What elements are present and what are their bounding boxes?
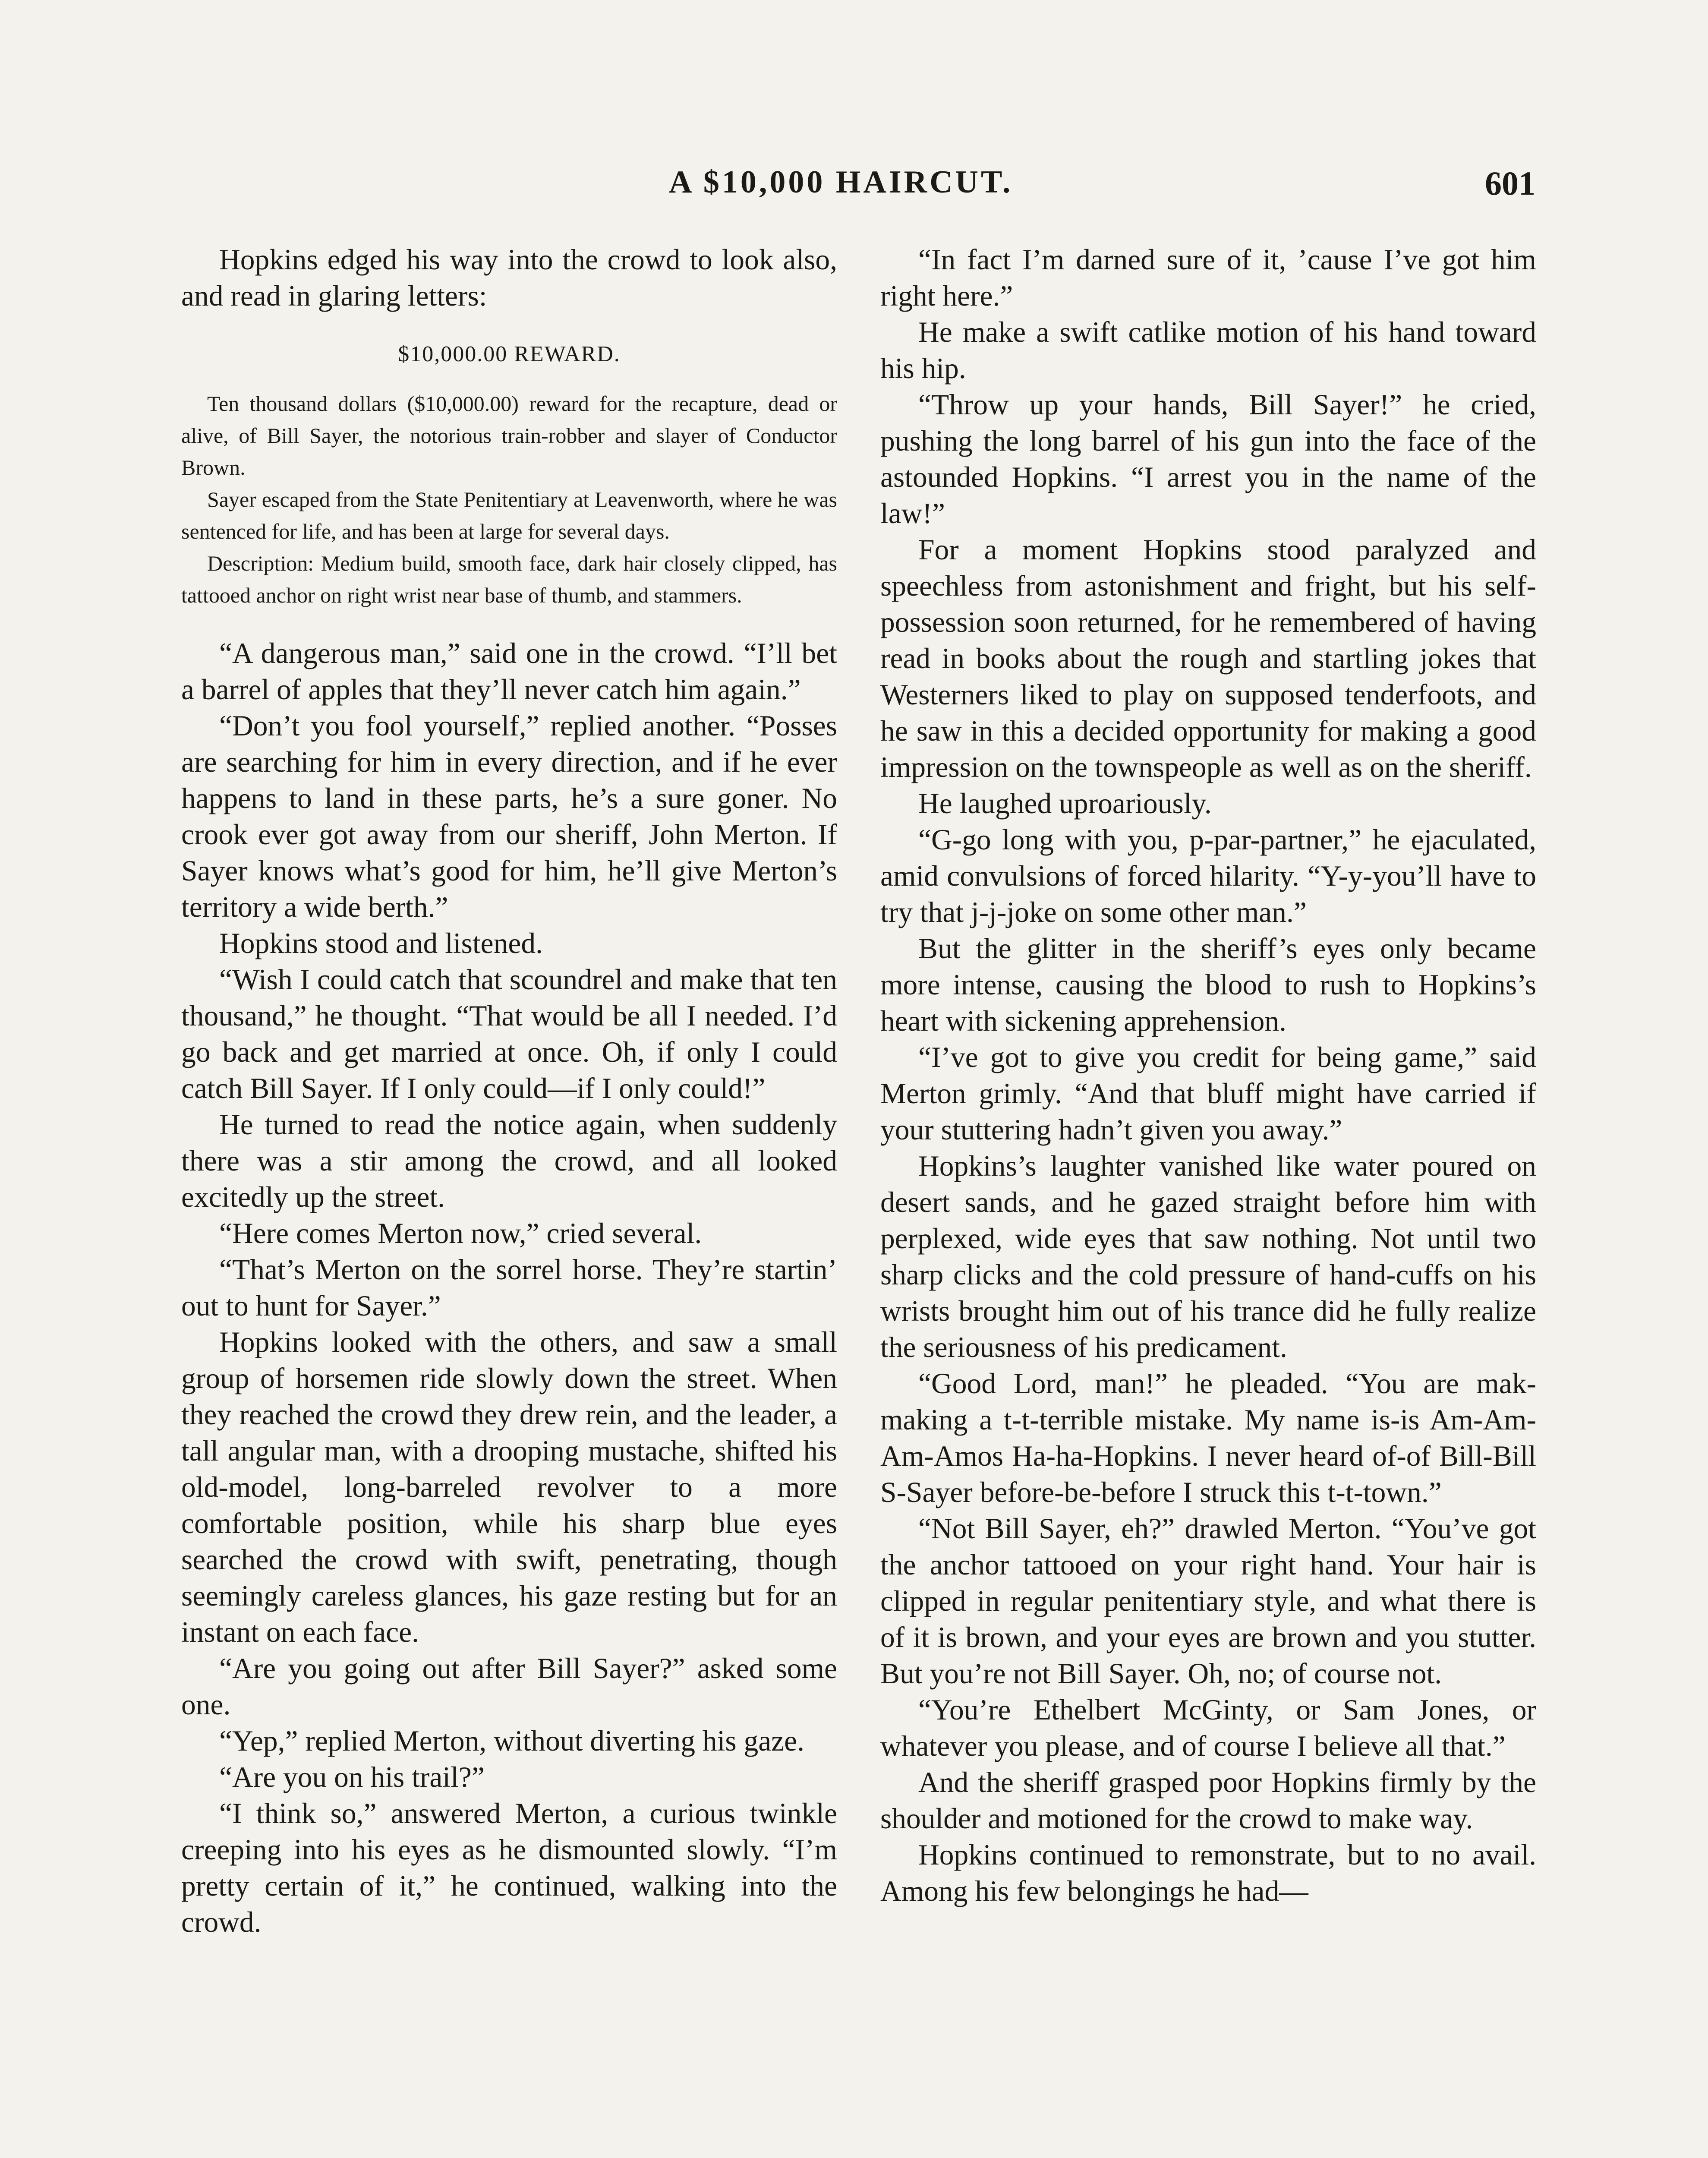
story-paragraph: “Good Lord, man!” he pleaded. “You are mak-making a t-t-terrible mistake. My name is-is Am-Am-Am-Amos Ha-ha-Hopkins. I never heard of-of Bill-Bill S-Sayer before-be-before I struck this t-t-town.” xyxy=(880,1367,1536,1508)
story-paragraph: “I’ve got to give you credit for being game,” said Merton grimly. “And that bluff might have carried if your stuttering hadn’t given you away.” xyxy=(880,1041,1536,1146)
story-paragraph: For a moment Hopkins stood paralyzed and speechless from astonishment and fright, but his self-possession soon returned, for he remembered of having read in books about the rough and startling jokes that Westerners liked to play on supposed tenderfoots, and he saw in this a decided opportunity for making a good impression on the townspeople as well as on the sheriff. xyxy=(880,533,1536,783)
story-paragraph: But the glitter in the sheriff’s eyes only became more intense, causing the blood to rush to Hopkins’s heart with sickening apprehension. xyxy=(880,932,1536,1037)
story-paragraph: “I think so,” answered Merton, a curious twinkle creeping into his eyes as he dismounted slowly. “I’m pretty certain of it,” he continued, walking into the crowd. xyxy=(181,1797,837,1938)
story-paragraph: “A dangerous man,” said one in the crowd. “I’ll bet a barrel of apples that they’ll never catch him again.” xyxy=(181,637,837,706)
story-paragraph: He turned to read the notice again, when suddenly there was a stir among the crowd, and all looked excitedly up the street. xyxy=(181,1108,837,1213)
story-paragraph: “You’re Ethelbert McGinty, or Sam Jones, or whatever you please, and of course I believe all that.” xyxy=(880,1694,1536,1762)
story-paragraph: “Are you on his trail?” xyxy=(219,1761,485,1793)
left-column xyxy=(181,242,837,1940)
story-paragraph: “G-go long with you, p-par-partner,” he ejaculated, amid convulsions of forced hilarity. “Y-y-you’ll have to try that j-j-joke on some other man.” xyxy=(880,823,1536,928)
story-paragraph: “Not Bill Sayer, eh?” drawled Merton. “You’ve got the anchor tattooed on your right hand. Your hair is clipped in regular penitentiary style, and what there is of it is brown, and your eyes are brown and you stutter. But you’re not Bill Sayer. Oh, no; of course not. xyxy=(880,1512,1536,1690)
reward-notice-paragraph: Ten thousand dollars ($10,000.00) reward for the recapture, dead or alive, of Bill Sayer, the notorious train-robber and slayer of Conductor Brown. xyxy=(181,391,837,480)
story-paragraph: “Are you going out after Bill Sayer?” asked some one. xyxy=(181,1652,837,1721)
reward-notice-paragraph: Description: Medium build, smooth face, dark hair closely clipped, has tattooed anchor on right wrist near base of thumb, and stammers. xyxy=(181,551,837,607)
intro-paragraph: Hopkins edged his way into the crowd to look also, and read in glaring letters: xyxy=(181,243,837,312)
story-paragraph: “Wish I could catch that scoundrel and make that ten thousand,” he thought. “That would be all I needed. I’d go back and get married at once. Oh, if only I could catch Bill Sayer. If I only could—if I only could!” xyxy=(181,963,837,1104)
story-paragraph: Hopkins stood and listened. xyxy=(219,927,543,959)
story-paragraph: He make a swift catlike motion of his hand toward his hip. xyxy=(880,316,1536,385)
story-paragraph: “That’s Merton on the sorrel horse. They’re startin’ out to hunt for Sayer.” xyxy=(181,1253,837,1322)
story-paragraph: Hopkins’s laughter vanished like water poured on desert sands, and he gazed straight before him with perplexed, wide eyes that saw nothing. Not until two sharp clicks and the cold pressure of hand-cuffs on his wrists brought him out of his trance did he fully realize the seriousness of his predicament. xyxy=(880,1150,1536,1363)
running-title: A $10,000 HAIRCUT. xyxy=(669,164,1013,200)
story-paragraph: “In fact I’m darned sure of it, ’cause I’ve got him right here.” xyxy=(880,243,1536,312)
page-number: 601 xyxy=(1485,164,1535,202)
story-paragraph: Hopkins continued to remonstrate, but to no avail. Among his few belongings he had— xyxy=(880,1839,1536,1907)
story-paragraph: Hopkins looked with the others, and saw a small group of horsemen ride slowly down the street. When they reached the crowd they drew rein, and the leader, a tall angular man, with a drooping mustache, shifted his old-model, long-barreled revolver to a more comfortable position, while his sharp blue eyes searched the crowd with swift, penetrating, though seemingly careless glances, his gaze resting but for an instant on each face. xyxy=(181,1326,837,1648)
story-paragraph: “Don’t you fool yourself,” replied another. “Posses are searching for him in every direction, and if he ever happens to land in these parts, he’s a sure goner. No crook ever got away from our sheriff, John Merton. If Sayer knows what’s good for him, he’ll give Merton’s territory a wide berth.” xyxy=(181,710,837,923)
reward-notice-paragraph: Sayer escaped from the State Penitentiary at Leavenworth, where he was sentenced for life, and has been at large for several days. xyxy=(181,487,837,543)
story-paragraph: “Throw up your hands, Bill Sayer!” he cried, pushing the long barrel of his gun into the face of the astounded Hopkins. “I arrest you in the name of the law!” xyxy=(880,388,1536,530)
reward-notice-title: $10,000.00 REWARD. xyxy=(398,342,621,366)
story-paragraph: “Yep,” replied Merton, without diverting his gaze. xyxy=(219,1725,804,1757)
right-column xyxy=(880,242,1536,1909)
story-paragraph: He laughed uproariously. xyxy=(918,787,1212,820)
story-paragraph: “Here comes Merton now,” cried several. xyxy=(219,1217,702,1249)
reward-notice xyxy=(181,338,837,611)
page-header xyxy=(181,164,1535,216)
story-paragraph: And the sheriff grasped poor Hopkins firmly by the shoulder and motioned for the crowd to make way. xyxy=(880,1766,1536,1835)
